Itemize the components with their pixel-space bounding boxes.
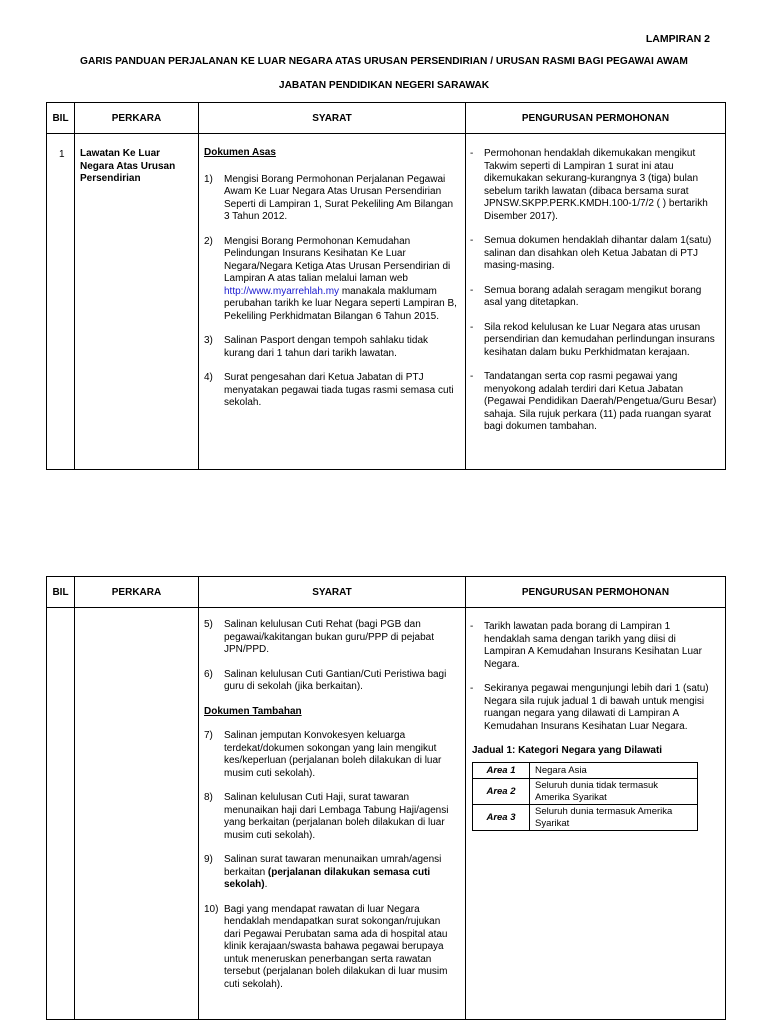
pengurusan-cell: [466, 134, 725, 456]
table-row: [473, 805, 698, 831]
col-header-syarat: SYARAT: [199, 103, 466, 134]
area-label: Area 3: [473, 805, 530, 831]
list-item: 8) Salinan kelulusan Cuti Haji, surat tawaran menunaikan haji dari Lembaga Tabung Haji/agensi yang berkaitan (perjalanan boleh dilakukan di luar musim cuti sekolah).: [204, 792, 449, 841]
table-row: [47, 134, 726, 470]
table-header-row: [47, 103, 726, 134]
list-item: 7) Salinan jemputan Konvokesyen keluarga terdekat/dokumen sokongan yang lain mengikut kes/keperluan (perjalanan boleh dilakukan di luar musim cuti sekolah).: [204, 730, 442, 779]
col-header-pengurusan: PENGURUSAN PERMOHONAN: [466, 103, 726, 134]
list-item: - Tandatangan serta cop rasmi pegawai yang menyokong adalah terdiri dari Ketua Jabatan (Pegawai Pendidikan Daerah/Pengetua/Guru Besar) sahaja. Sila rujuk perkara (11) pada ruangan syarat bagi dokumen tambahan.: [470, 371, 717, 432]
col-header-perkara: PERKARA: [75, 577, 199, 608]
myarrehlah-link[interactable]: http://www.myarrehlah.my: [224, 285, 340, 297]
list-item: 6) Salinan kelulusan Cuti Gantian/Cuti Peristiwa bagi guru di sekolah (jika berkaitan).: [204, 668, 447, 692]
area-description: Seluruh dunia termasuk Amerika Syarikat: [530, 805, 698, 831]
list-item: 2) Mengisi Borang Permohonan Kemudahan Pelindungan Insurans Kesihatan Ke Luar Negara/Negara Ketiga Atas Urusan Persendirian di Lampiran A atas talian melalui laman web http://www.myarrehlah.my manakala maklumam perubahan tarikh ke luar Negara seperti Lampiran B, Pekeliling Perkhidmatan Bilangan 6 Tahun 2015.: [204, 235, 457, 322]
list-item: - Semua borang adalah seragam mengikut borang asal yang ditetapkan.: [470, 284, 702, 308]
dokumen-asas-heading: Dokumen Asas: [204, 147, 276, 158]
col-header-bil: BIL: [47, 577, 75, 608]
table-row: [473, 779, 698, 805]
document-title: GARIS PANDUAN PERJALANAN KE LUAR NEGARA ATAS URUSAN PERSENDIRIAN / URUSAN RASMI BAGI PEGAWAI AWAM: [80, 56, 688, 67]
col-header-perkara: PERKARA: [75, 103, 199, 134]
lampiran-label: LAMPIRAN 2: [645, 33, 710, 45]
area-table: [472, 762, 698, 832]
area-description: Seluruh dunia tidak termasuk Amerika Syarikat: [530, 779, 698, 805]
list-item: 5) Salinan kelulusan Cuti Rehat (bagi PGB dan pegawai/kakitangan bukan guru/PPP di pejabat JPN/PPD.: [204, 619, 434, 655]
jadual-title: Jadual 1: Kategori Negara yang Dilawati: [472, 745, 663, 756]
dokumen-tambahan-heading: Dokumen Tambahan: [204, 705, 302, 717]
table-header-row: [47, 577, 726, 608]
table-row: [47, 608, 726, 1020]
guideline-table-page1: [46, 102, 726, 470]
list-item: 3) Salinan Pasport dengan tempoh sahlaku tidak kurang dari 1 tahun dari tarikh lawatan.: [204, 335, 429, 359]
list-item: 4) Surat pengesahan dari Ketua Jabatan di PTJ menyatakan pegawai tiada tugas rasmi semasa cuti sekolah.: [204, 372, 454, 408]
list-item: 1) Mengisi Borang Permohonan Perjalanan Pegawai Awam Ke Luar Negara Atas Urusan Persendirian Seperti di Lampiran 1, Surat Pekeliling Am Bilangan 3 Tahun 2012.: [204, 173, 454, 222]
list-item: 9) Salinan surat tawaran menunaikan umrah/agensi berkaitan (perjalanan dilakukan semasa cuti sekolah).: [204, 854, 442, 890]
table-row: [473, 762, 698, 779]
list-item: - Sekiranya pegawai mengunjungi lebih dari 1 (satu) Negara sila rujuk jadual 1 di bawah untuk mengisi ruangan negara yang dilawati di Lampiran A Kemudahan Insurans Kesihatan Luar Negara.: [470, 683, 709, 732]
document-subtitle: JABATAN PENDIDIKAN NEGERI SARAWAK: [278, 80, 490, 91]
list-item: - Permohonan hendaklah dikemukakan mengikut Takwim seperti di Lampiran 1 surat ini atau dikemukakan sekurang-kurangnya 3 (tiga) bulan sebelum tarikh lawatan (dibaca bersama surat JPNSW.SKPP.PERK.KMDH.100-1/7/2 ( ) bertarikh Disember 2017).: [470, 148, 708, 222]
area-description: Negara Asia: [530, 762, 698, 779]
list-item: 10) Bagi yang mendapat rawatan di luar Negara hendaklah mendapatkan surat sokongan/rujukan dari Pegawai Perubatan sama ada di hospital atau klinik kerajaan/swasta bahawa pegawai berupaya untuk meneruskan penerbangan serta rawatan tersebut (perjalanan boleh dilakukan di luar musim cuti sekolah).: [204, 903, 448, 990]
col-header-syarat: SYARAT: [199, 577, 466, 608]
perkara-text: Lawatan Ke Luar Negara Atas Urusan Persendirian: [80, 148, 176, 184]
area-label: Area 2: [473, 779, 530, 805]
area-label: Area 1: [473, 762, 530, 779]
col-header-bil: BIL: [47, 103, 75, 134]
list-item: - Sila rekod kelulusan ke Luar Negara atas urusan persendirian dan kemudahan perlindungan insurans kesihatan dalam buku Perkhidmatan kerajaan.: [470, 321, 715, 358]
pengurusan-cell: [466, 608, 725, 841]
guideline-table-page2: [46, 576, 726, 1020]
syarat-cell: [199, 134, 465, 432]
syarat-cell: [199, 608, 465, 1013]
row-number: 1: [59, 149, 65, 160]
col-header-pengurusan: PENGURUSAN PERMOHONAN: [466, 577, 726, 608]
list-item: - Semua dokumen hendaklah dihantar dalam 1(satu) salinan dan disahkan oleh Ketua Jabatan di PTJ masing-masing.: [470, 235, 712, 271]
list-item: - Tarikh lawatan pada borang di Lampiran 1 hendaklah sama dengan tarikh yang diisi di Lampiran A Kemudahan Insurans Kesihatan Luar Negara.: [470, 621, 702, 670]
